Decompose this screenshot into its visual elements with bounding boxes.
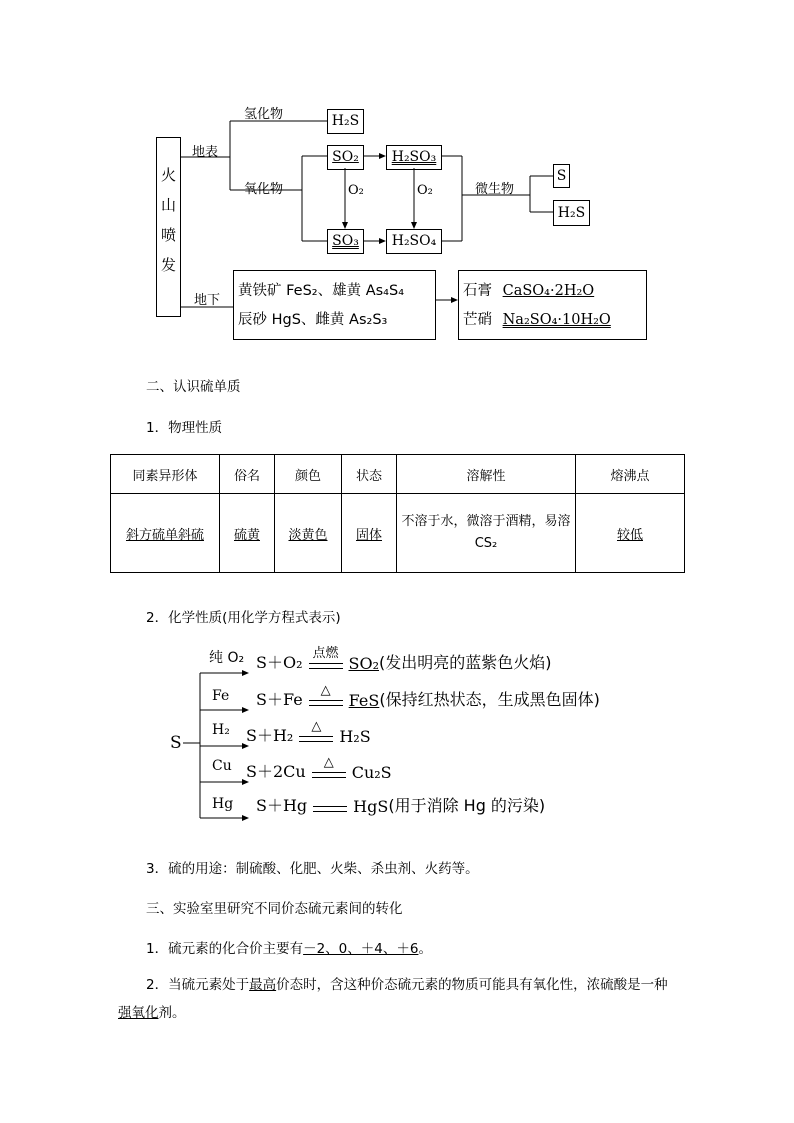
reaction-condition: △ [311,719,322,734]
minerals-line-2: 辰砂 HgS、雌黄 As₂S₃ [238,312,388,328]
h2so3-formula: H₂SO₃ [391,149,437,165]
gypsum-name: 石膏 [463,283,492,299]
h2so4-box: H₂SO₄ [386,229,442,254]
equals-sign [312,755,346,778]
h2s-box: H₂S [327,109,364,134]
reaction-note: (保持红热状态，生成黑色固体) [379,690,600,709]
reagent-label: 纯 O₂ [209,650,245,666]
reaction-note: (用于消除 Hg 的污染) [388,796,546,815]
uses-paragraph: 3．硫的用途：制硫酸、化肥、火柴、杀虫剂、火药等。 [146,861,479,877]
so2-formula: SO₂ [332,149,359,165]
mirabilite-formula: Na₂SO₄·10H₂O [502,312,611,328]
mirabilite-name: 芒硝 [463,312,492,328]
valence-prefix: 1．硫元素的化合价主要有 [146,941,304,957]
oxide-label: 氧化物 [244,182,284,197]
s-out-box: S [553,164,570,188]
oxidation-text-a: 2．当硫元素处于 [146,977,250,993]
volcano-label: 火山喷发 [161,166,177,274]
reagent-label: Cu [212,758,232,774]
section-3-heading: 三、实验室里研究不同价态硫元素间的转化 [146,901,403,917]
common-name-value: 硫黄 [233,527,260,543]
reaction-equation [256,646,552,673]
reaction-product: HgS [353,797,389,816]
equals-sign [299,719,333,742]
table-header-cell: 熔沸点 [576,455,685,494]
reaction-product: Cu₂S [351,763,392,782]
surface-label: 地表 [192,145,219,160]
h2s-out-box: H₂S [553,200,590,226]
reaction-product: FeS [348,691,380,710]
minerals-line-1: 黄铁矿 FeS₂、雄黄 As₄S₄ [238,283,405,299]
reaction-condition: 点燃 [312,646,339,661]
table-header-cell: 溶解性 [397,455,576,494]
valence-suffix: 。 [418,941,432,957]
reaction-lhs: S＋2Cu [246,762,306,781]
table-header-cell: 同素异形体 [111,455,220,494]
solubility-value: 不溶于水，微溶于酒精，易溶CS₂ [401,514,571,551]
reaction-condition: △ [323,755,334,770]
reaction-equation [256,793,545,816]
color-value: 淡黄色 [288,527,328,543]
equals-sign [313,805,347,812]
o2-right-label: O₂ [417,183,433,198]
reagent-label: H₂ [212,722,230,738]
so3-formula: SO₃ [332,233,359,249]
section-2-heading: 二、认识硫单质 [146,379,241,395]
equals-sign [309,646,343,669]
reaction-equation [246,755,392,782]
o2-left-label: O₂ [348,183,364,198]
reaction-equation [256,683,600,710]
chemical-properties-heading: 2．化学性质(用化学方程式表示) [146,610,341,626]
oxidation-answer-highest: 最高 [249,977,277,993]
oxidation-text-e: 剂。 [158,1005,186,1021]
gypsum-formula: CaSO₄·2H₂O [502,283,595,299]
table-header-cell: 颜色 [275,455,342,494]
reagent-label: Hg [212,796,234,812]
oxidation-text-c: 价态时，含这种价态硫元素的物质可能具有氧化性，浓硫酸是一种 [276,977,668,993]
microbe-label: 微生物 [475,182,515,197]
valence-values: －2、0、＋4、＋6 [303,941,419,957]
reagent-label: Fe [212,688,230,704]
state-value: 固体 [355,527,382,543]
reaction-lhs: S＋Hg [256,796,308,815]
reaction-lhs: S＋H₂ [246,726,294,745]
reaction-equation [246,719,371,746]
reaction-lhs: S＋O₂ [256,653,303,672]
valence-paragraph [146,937,432,957]
allotropes-value: 斜方硫单斜硫 [125,527,204,543]
reaction-product: H₂S [339,727,371,746]
reaction-root-s: S [170,733,182,753]
reaction-note: (发出明亮的蓝紫色火焰) [379,653,552,672]
oxidation-paragraph [118,971,678,1027]
oxidation-answer-strong: 强氧化 [118,1005,159,1021]
equals-sign [309,683,343,706]
table-header-cell: 状态 [342,455,397,494]
reaction-lhs: S＋Fe [256,690,303,709]
melting-point-value: 较低 [616,527,643,543]
reaction-product: SO₂ [348,654,379,673]
hydride-label: 氢化物 [244,107,284,122]
reaction-condition: △ [320,683,331,698]
underground-label: 地下 [194,293,221,308]
table-header-cell: 俗名 [220,455,275,494]
physical-properties-heading: 1．物理性质 [146,420,223,436]
